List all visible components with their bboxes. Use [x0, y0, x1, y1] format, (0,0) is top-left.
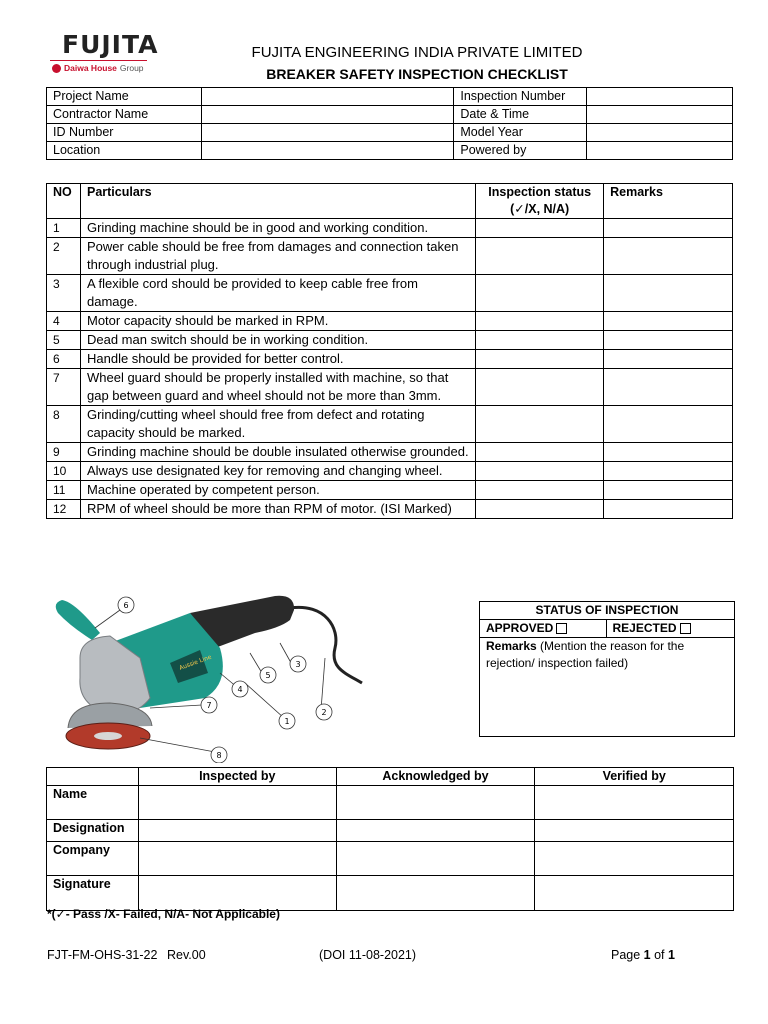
brand-label: Aussie Line [178, 653, 213, 672]
signoff-column-header: Inspected by [138, 768, 336, 786]
info-label: Inspection Number [454, 88, 587, 106]
info-row [47, 88, 733, 106]
info-label: Contractor Name [47, 106, 202, 124]
remarks-field[interactable] [604, 238, 733, 275]
info-value-field[interactable] [201, 106, 454, 124]
remarks-field[interactable] [604, 350, 733, 369]
remarks-field[interactable] [604, 481, 733, 500]
remarks-field[interactable] [604, 312, 733, 331]
item-number: 3 [47, 275, 81, 312]
signoff-field[interactable] [336, 820, 535, 842]
info-value-field[interactable] [587, 124, 733, 142]
info-value-field[interactable] [587, 142, 733, 160]
signoff-row-label: Designation [47, 820, 139, 842]
checklist-row [47, 331, 733, 350]
remarks-field[interactable] [604, 406, 733, 443]
signoff-field[interactable] [535, 820, 734, 842]
rejected-option[interactable]: REJECTED [606, 620, 734, 638]
item-particular: A flexible cord should be provided to keep cable free from damage. [80, 275, 475, 312]
info-label: Location [47, 142, 202, 160]
inspection-status-field[interactable] [476, 369, 604, 406]
item-number: 7 [47, 369, 81, 406]
checklist-row [47, 312, 733, 331]
side-handle [56, 600, 100, 640]
angle-grinder-diagram [40, 588, 370, 763]
inspection-status-field[interactable] [476, 219, 604, 238]
remarks-field[interactable] [604, 443, 733, 462]
daiwa-house-logo: Daiwa House Group [52, 63, 144, 73]
checklist-row [47, 369, 733, 406]
page-number: Page 1 of 1 [611, 948, 675, 962]
checklist-row [47, 443, 733, 462]
inspection-status-field[interactable] [476, 500, 604, 519]
inspection-status-field[interactable] [476, 331, 604, 350]
info-row [47, 124, 733, 142]
checklist-row [47, 219, 733, 238]
item-number: 4 [47, 312, 81, 331]
signoff-row [47, 876, 734, 911]
date-of-issue: (DOI 11-08-2021) [319, 948, 417, 962]
inspection-status-field[interactable] [476, 481, 604, 500]
info-value-field[interactable] [201, 124, 454, 142]
revision: Rev.00 [167, 948, 206, 962]
signoff-field[interactable] [138, 842, 336, 876]
remarks-field[interactable] [604, 369, 733, 406]
checklist-row [47, 406, 733, 443]
inspection-status-field[interactable] [476, 462, 604, 481]
item-number: 8 [47, 406, 81, 443]
callout-number: 3 [295, 660, 301, 669]
item-number: 10 [47, 462, 81, 481]
item-particular: Handle should be provided for better control. [80, 350, 475, 369]
info-label: Date & Time [454, 106, 587, 124]
inspection-status-field[interactable] [476, 443, 604, 462]
project-info-table [46, 87, 733, 160]
signoff-field[interactable] [138, 876, 336, 911]
item-number: 11 [47, 481, 81, 500]
inspection-status-table [479, 601, 735, 737]
item-particular: RPM of wheel should be more than RPM of motor. (ISI Marked) [80, 500, 475, 519]
status-remarks-field[interactable]: Remarks (Mention the reason for the rejection/ inspection failed) [480, 638, 735, 737]
signoff-row-label: Name [47, 786, 139, 820]
approved-option[interactable]: APPROVED [480, 620, 607, 638]
item-particular: Grinding/cutting wheel should free from defect and rotating capacity should be marked. [80, 406, 475, 443]
info-label: Powered by [454, 142, 587, 160]
item-particular: Power cable should be free from damages and connection taken through industrial plug. [80, 238, 475, 275]
approved-checkbox[interactable] [556, 623, 567, 634]
item-particular: Grinding machine should be double insulated otherwise grounded. [80, 443, 475, 462]
inspection-status-field[interactable] [476, 312, 604, 331]
signoff-table [46, 767, 734, 911]
rejected-checkbox[interactable] [680, 623, 691, 634]
info-row [47, 142, 733, 160]
info-label: Model Year [454, 124, 587, 142]
info-value-field[interactable] [587, 106, 733, 124]
info-label: Project Name [47, 88, 202, 106]
item-number: 5 [47, 331, 81, 350]
inspection-status-field[interactable] [476, 275, 604, 312]
signoff-field[interactable] [535, 842, 734, 876]
signoff-field[interactable] [535, 786, 734, 820]
checklist-header-row [47, 184, 733, 219]
callout-number: 5 [265, 671, 271, 680]
signoff-column-header: Verified by [535, 768, 734, 786]
signoff-row-label: Signature [47, 876, 139, 911]
checklist-row [47, 275, 733, 312]
item-number: 2 [47, 238, 81, 275]
remarks-field[interactable] [604, 462, 733, 481]
form-code: FJT-FM-OHS-31-22 [47, 948, 158, 962]
item-particular: Dead man switch should be in working condition. [80, 331, 475, 350]
info-value-field[interactable] [587, 88, 733, 106]
checklist-row [47, 500, 733, 519]
signoff-field[interactable] [336, 842, 535, 876]
remarks-field[interactable] [604, 500, 733, 519]
info-value-field[interactable] [201, 88, 454, 106]
callout-number: 4 [237, 685, 243, 694]
signoff-field[interactable] [336, 786, 535, 820]
info-label: ID Number [47, 124, 202, 142]
fujita-logo: FUJITA [62, 30, 159, 59]
status-title: STATUS OF INSPECTION [480, 602, 735, 620]
checklist-row [47, 350, 733, 369]
signoff-row [47, 820, 734, 842]
checklist-table [46, 183, 733, 519]
signoff-row-label: Company [47, 842, 139, 876]
header-inspection-status: Inspection status (✓/X, N/A) [476, 184, 604, 219]
info-row [47, 106, 733, 124]
item-number: 6 [47, 350, 81, 369]
checklist-row [47, 462, 733, 481]
document-title: BREAKER SAFETY INSPECTION CHECKLIST [266, 66, 568, 82]
signoff-field[interactable] [138, 820, 336, 842]
signoff-row [47, 842, 734, 876]
item-particular: Wheel guard should be properly installed with machine, so that gap between guard and wheel should not be more than 3mm. [80, 369, 475, 406]
remarks-field[interactable] [604, 275, 733, 312]
signoff-field[interactable] [138, 786, 336, 820]
checklist-row [47, 481, 733, 500]
item-particular: Always use designated key for removing and changing wheel. [80, 462, 475, 481]
company-name: FUJITA ENGINEERING INDIA PRIVATE LIMITED [251, 44, 583, 61]
inspection-status-field[interactable] [476, 238, 604, 275]
signoff-field[interactable] [535, 876, 734, 911]
item-number: 12 [47, 500, 81, 519]
signoff-field[interactable] [336, 876, 535, 911]
callout-number: 7 [206, 701, 212, 710]
signoff-row [47, 786, 734, 820]
remarks-field[interactable] [604, 219, 733, 238]
callout-number: 2 [321, 708, 327, 717]
callout-number: 8 [216, 751, 222, 760]
remarks-field[interactable] [604, 331, 733, 350]
inspection-status-field[interactable] [476, 406, 604, 443]
inspection-status-field[interactable] [476, 350, 604, 369]
signoff-column-header: Acknowledged by [336, 768, 535, 786]
callout-number: 6 [123, 601, 129, 610]
checklist-row [47, 238, 733, 275]
header-particulars: Particulars [80, 184, 475, 219]
header-remarks: Remarks [604, 184, 733, 219]
item-number: 1 [47, 219, 81, 238]
info-value-field[interactable] [201, 142, 454, 160]
legend-note: *(✓- Pass /X- Failed, N/A- Not Applicable) [47, 907, 280, 921]
item-particular: Motor capacity should be marked in RPM. [80, 312, 475, 331]
item-particular: Grinding machine should be in good and working condition. [80, 219, 475, 238]
item-particular: Machine operated by competent person. [80, 481, 475, 500]
callout-number: 1 [284, 717, 290, 726]
header-no: NO [47, 184, 81, 219]
item-number: 9 [47, 443, 81, 462]
